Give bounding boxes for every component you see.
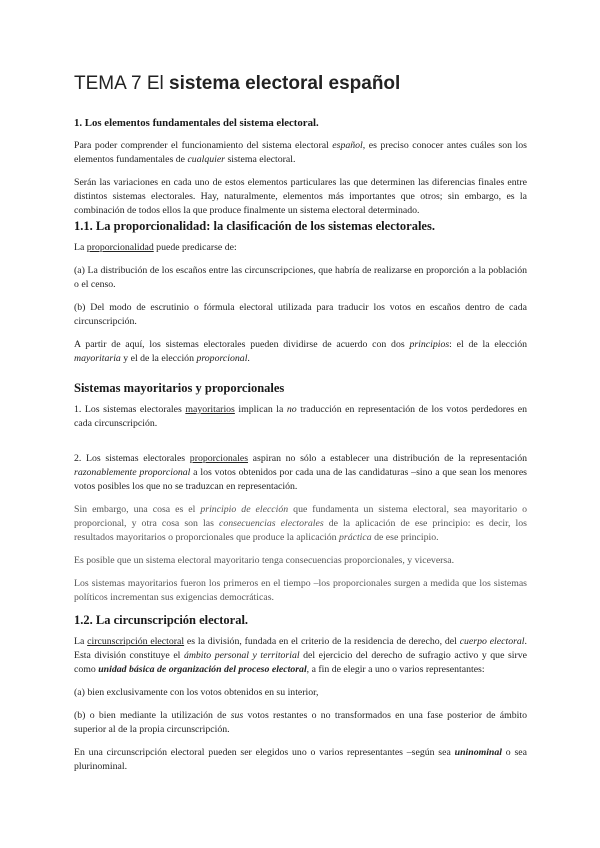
section-1-1-heading: 1.1. La proporcionalidad: la clasificación de los sistemas electorales.: [74, 219, 435, 233]
section-1-1-paragraph-1: La proporcionalidad puede predicarse de:: [74, 242, 237, 253]
section-1-1-paragraph-2: (a) La distribución de los escaños entre las circunscripciones, que habría de realizarse en proporción a la población o el censo.: [74, 265, 527, 290]
principle-vs-consequence-paragraph: Sin embargo, una cosa es el principio de elección que fundamenta un sistema electoral, sea mayoritario o proporcional, y otra cosa son las consecuencias electorales de la aplicación de ese principio: es decir, los resultados mayoritarios o proporcionales que produce la aplicación práctica de ese principio.: [74, 504, 527, 543]
proportional-paragraph: 2. Los sistemas electorales proporcionales aspiran no sólo a establecer una distribución de la representación razonablemente proporcional a los votos obtenidos por cada una de las candidaturas –sino a que sean los menores votos posibles los que no se traduzcan en representación.: [74, 453, 527, 492]
title-prefix: TEMA 7 El: [74, 73, 170, 94]
section-1-2-paragraph-4: En una circunscripción electoral pueden ser elegidos uno o varios representantes –según sea uninominal o sea plurinominal.: [74, 747, 528, 772]
majority-paragraph: 1. Los sistemas electorales mayoritarios implican la no traducción en representación de los votos perdedores en cada circunscripción.: [74, 404, 528, 429]
section-1-2-paragraph-1: La circunscripción electoral es la división, fundada en el criterio de la residencia de derecho, del cuerpo electoral. Esta división constituye el ámbito personal y territorial del ejercicio del derecho de sufragio activo y que sirve como unidad básica de organización del proceso electoral, a fin de elegir a uno o varios representantes:: [74, 636, 527, 675]
section-1-2-heading: 1.2. La circunscripción electoral.: [74, 613, 249, 627]
section-1-paragraph-2: Serán las variaciones en cada uno de estos elementos particulares las que determinen las diferencias finales entre distintos sistemas electorales. Hay, naturalmente, elementos más importantes que otros; sin embargo, es la combinación de todos ellos la que produce finalmente un sistema electoral determinado.: [74, 177, 527, 216]
document-body: [74, 73, 527, 783]
section-1-1-paragraph-3: (b) Del modo de escrutinio o fórmula electoral utilizada para traducir los votos en escaños dentro de cada circunscripción.: [74, 302, 527, 327]
section-1-1-paragraph-4: A partir de aquí, los sistemas electorales pueden dividirse de acuerdo con dos principios: el de la elección mayoritaria y el de la elección proporcional.: [74, 339, 527, 364]
title-bold: sistema electoral español: [169, 73, 401, 94]
section-1-heading: 1. Los elementos fundamentales del sistema electoral.: [74, 117, 319, 129]
history-paragraph: Los sistemas mayoritarios fueron los primeros en el tiempo –los proporcionales surgen a medida que los sistemas políticos incrementan sus exigencias democráticas.: [74, 578, 527, 603]
vice-versa-paragraph: Es posible que un sistema electoral mayoritario tenga consecuencias proporcionales, y viceversa.: [74, 555, 455, 566]
section-1-2-paragraph-3: (b) o bien mediante la utilización de sus votos restantes o no transformados en una fase posterior de ámbito superior al de la propia circunscripción.: [74, 710, 527, 735]
section-1-2-paragraph-2: (a) bien exclusivamente con los votos obtenidos en su interior,: [74, 687, 319, 698]
majority-proportional-heading: Sistemas mayoritarios y proporcionales: [74, 381, 285, 395]
section-1-paragraph-1: Para poder comprender el funcionamiento del sistema electoral español, es preciso conocer antes cuáles son los elementos fundamentales de cualquier sistema electoral.: [74, 140, 527, 165]
spacer: [74, 440, 527, 452]
page-title: [74, 73, 527, 95]
